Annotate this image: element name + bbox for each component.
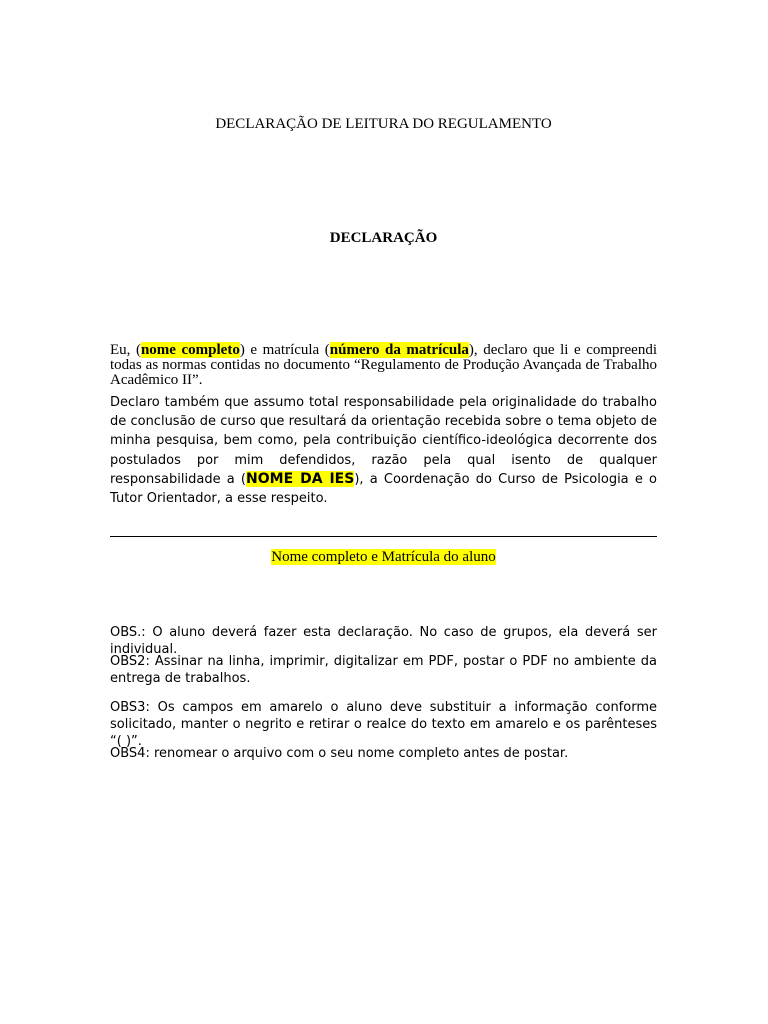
name-placeholder: nome completo [140, 342, 240, 358]
para1-text-c: ), declaro que li e compreendi todas as normas contidas no documento “Regulamento de Produção Avançada de Trabalho Acadêmico II”. [110, 342, 657, 388]
para1-text-b: ) e matrícula ( [239, 342, 330, 358]
observation-3: OBS3: Os campos em amarelo o aluno deve substituir a informação conforme solicitado, manter o negrito e retirar o realce do texto em amarelo e os parênteses “( )”. [110, 700, 657, 749]
declaration-paragraph-2 [110, 393, 657, 508]
signature-label: Nome completo e Matrícula do aluno [271, 549, 496, 565]
signature-label-wrapper [110, 549, 657, 566]
matricula-placeholder: número da matrícula [329, 342, 469, 358]
para2-text-b: ), a Coordenação do Curso de Psicologia e o Tutor Orientador, a esse respeito. [110, 471, 657, 507]
para2-text-a: Declaro também que assumo total responsabilidade pela originalidade do trabalho de conclusão de curso que resultará da orientação recebida sobre o tema objeto de minha pesquisa, bem como, pela contribuição científico-ideológica decorrente dos postulados por mim defendidos, razão pela qual isento de qualquer responsabilidade a ( [110, 395, 657, 487]
declaration-heading: DECLARAÇÃO [329, 230, 438, 246]
observation-2: OBS2: Assinar na linha, imprimir, digitalizar em PDF, postar o PDF no ambiente da entrega de trabalhos. [110, 654, 657, 686]
observation-4: OBS4: renomear o arquivo com o seu nome completo antes de postar. [110, 746, 569, 761]
observation-1: OBS.: O aluno deverá fazer esta declaração. No caso de grupos, ela deverá ser individual. [110, 625, 657, 657]
signature-line [110, 536, 657, 537]
ies-placeholder: NOME DA IES [246, 470, 355, 487]
declaration-paragraph-1 [110, 343, 657, 388]
document-title: DECLARAÇÃO DE LEITURA DO REGULAMENTO [215, 116, 552, 132]
para1-text-a: Eu, ( [110, 342, 141, 358]
